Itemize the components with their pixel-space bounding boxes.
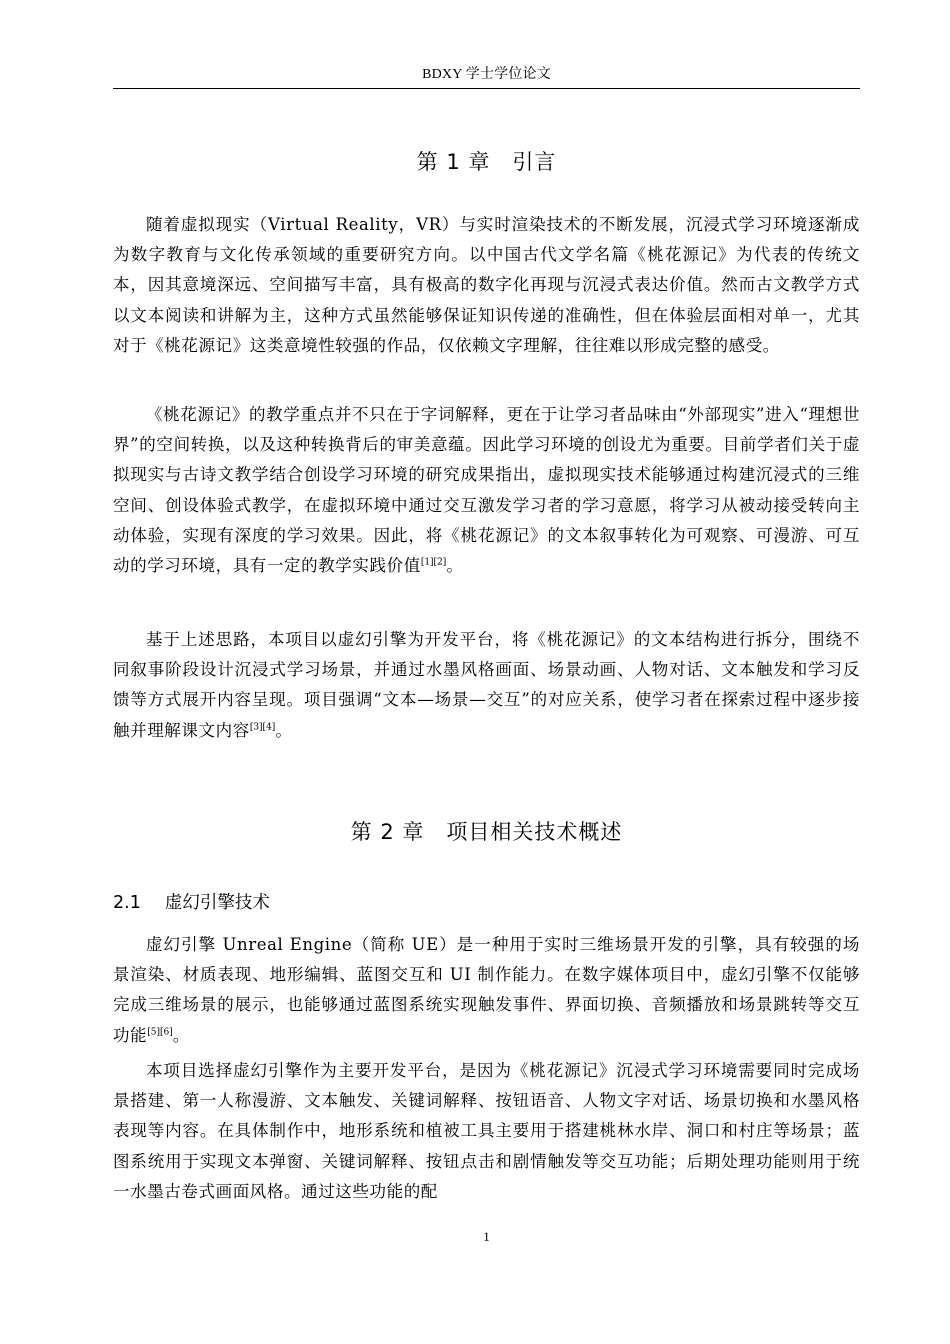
chapter-2-paragraph-2 bbox=[113, 1056, 860, 1207]
chapter-1-heading: 引言 bbox=[512, 150, 557, 174]
chapter-1-title bbox=[113, 148, 860, 176]
paragraph-text: 本项目选择虚幻引擎作为主要开发平台，是因为《桃花源记》沉浸式学习环境需要同时完成场景搭建、第一人称漫游、文本触发、关键词解释、按钮语音、人物文字对话、场景切换和水墨风格表现等内容。在具体制作中，地形系统和植被工具主要用于搭建桃林水岸、洞口和村庄等场景；蓝图系统用于实现文本弹窗、关键词解释、按钮点击和剧情触发等交互功能；后期处理功能则用于统一水墨古卷式画面风格。通过这些功能的配 bbox=[113, 1061, 860, 1201]
page-number: 1 bbox=[483, 1229, 490, 1244]
chapter-1-number: 第 1 章 bbox=[416, 150, 491, 174]
paragraph-text: 《桃花源记》的教学重点并不只在于字词解释，更在于让学习者品味由“外部现实”进入“理想世界”的空间转换，以及这种转换背后的审美意蕴。因此学习环境的创设尤为重要。目前学者们关于虚拟现实与古诗文教学结合创设学习环境的研究成果指出，虚拟现实技术能够通过构建沉浸式的三维空间、创设体验式教学，在虚拟环境中通过交互激发学习者的学习意愿，将学习从被动接受转向主动体验，实现有深度的学习效果。因此，将《桃花源记》的文本叙事转化为可观察、可漫游、可互动的学习环境，具有一定的教学实践价值 bbox=[113, 405, 860, 576]
section-number: 2.1 bbox=[113, 893, 141, 913]
chapter-2-paragraph-1 bbox=[113, 930, 860, 1051]
running-header: BDXY 学士学位论文 bbox=[422, 67, 551, 82]
header-rule bbox=[113, 88, 860, 89]
paragraph-end: 。 bbox=[172, 1025, 190, 1045]
chapter-1-paragraph-3 bbox=[113, 625, 860, 746]
chapter-1-paragraph-2 bbox=[113, 400, 860, 581]
chapter-2-heading: 项目相关技术概述 bbox=[446, 820, 623, 844]
citation-5-6: [5][6] bbox=[147, 1027, 173, 1038]
paragraph-text: 虚幻引擎 Unreal Engine（简称 UE）是一种用于实时三维场景开发的引擎，具有较强的场景渲染、材质表现、地形编辑、蓝图交互和 UI 制作能力。在数字媒体项目中，虚幻引擎不仅能够完成三维场景的展示，也能够通过蓝图系统实现触发事件、界面切换、音频播放和场景跳转等交互功能 bbox=[113, 935, 860, 1045]
chapter-2-title bbox=[113, 818, 860, 846]
paragraph-text: 基于上述思路，本项目以虚幻引擎为开发平台，将《桃花源记》的文本结构进行拆分，围绕不同叙事阶段设计沉浸式学习场景，并通过水墨风格画面、场景动画、人物对话、文本触发和学习反馈等方式展开内容呈现。项目强调“文本—场景—交互”的对应关系，使学习者在探索过程中逐步接触并理解课文内容 bbox=[113, 630, 860, 740]
chapter-2-number: 第 2 章 bbox=[350, 820, 425, 844]
paragraph-text: 随着虚拟现实（Virtual Reality，VR）与实时渲染技术的不断发展，沉浸式学习环境逐渐成为数字教育与文化传承领域的重要研究方向。以中国古代文学名篇《桃花源记》为代表的传统文本，因其意境深远、空间描写丰富，具有极高的数字化再现与沉浸式表达价值。然而古文教学方式以文本阅读和讲解为主，这种方式虽然能够保证知识传递的准确性，但在体验层面相对单一，尤其对于《桃花源记》这类意境性较强的作品，仅依赖文字理解，往往难以形成完整的感受。 bbox=[113, 215, 860, 355]
citation-3-4: [3][4] bbox=[249, 722, 276, 733]
section-heading: 虚幻引擎技术 bbox=[164, 893, 270, 913]
paragraph-end: 。 bbox=[275, 720, 293, 740]
section-2-1-title bbox=[113, 890, 860, 916]
paragraph-end: 。 bbox=[446, 556, 464, 576]
citation-1-2: [1][2] bbox=[420, 557, 447, 568]
chapter-1-paragraph-1 bbox=[113, 210, 860, 361]
